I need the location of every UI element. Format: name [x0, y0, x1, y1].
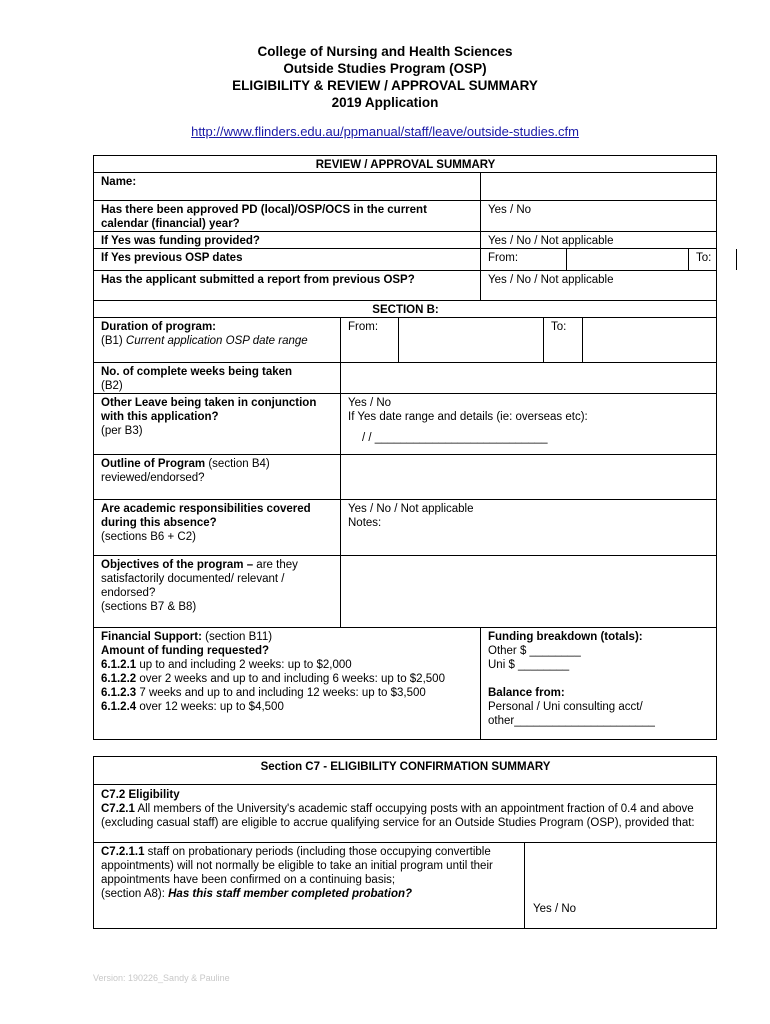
program-title: Outside Studies Program (OSP) [283, 61, 487, 76]
weeks-field[interactable] [341, 363, 717, 394]
version-footer: Version: 190226_Sandy & Pauline [93, 973, 230, 983]
section-b-heading: SECTION B: [94, 301, 717, 318]
balance-from-field[interactable]: Personal / Uni consulting acct/ other______________________ [488, 701, 655, 727]
duration-label: Duration of program: [101, 321, 216, 333]
objectives-sub: (sections B7 & B8) [101, 601, 197, 613]
duration-from-label: From: [341, 318, 399, 362]
academic-responsibilities-label: Are academic responsibilities covered during this absence? [101, 503, 311, 529]
review-summary-heading: REVIEW / APPROVAL SUMMARY [94, 156, 717, 173]
c721-paragraph: C7.2.1 All members of the University's academic staff occupying posts with an appointment fraction of 0.4 and above (excluding casual staff) are eligible to accrue qualifying service for an Outside Studies Program (OSP), provided that: [101, 803, 695, 829]
previous-osp-from-label: From: [481, 249, 567, 271]
financial-support-section: (section B11) [201, 631, 273, 643]
duration-sub-prefix: (B1) [101, 335, 126, 347]
outline-label: Outline of Program [101, 458, 206, 470]
funding-tier: 6.1.2.3 7 weeks and up to and including 12 weeks: up to $3,500 [101, 687, 426, 699]
weeks-sub-label: (B2) [101, 380, 123, 392]
academic-responsibilities-sub: (sections B6 + C2) [101, 531, 196, 543]
c72-eligibility-heading: C7.2 Eligibility [101, 789, 180, 801]
report-submitted-question: Has the applicant submitted a report from previous OSP? [94, 271, 481, 301]
name-label: Name: [94, 173, 481, 201]
uni-funds-field[interactable]: Uni $ ________ [488, 659, 570, 671]
objectives-label: Objectives of the program – [101, 559, 254, 571]
outline-label-rest: (section B4) reviewed/endorsed? [101, 458, 270, 484]
other-leave-sub-label: (per B3) [101, 425, 143, 437]
other-funds-field[interactable]: Other $ ________ [488, 645, 581, 657]
other-leave-date-line[interactable]: / / ___________________________ [362, 432, 548, 444]
other-leave-details-prompt: If Yes date range and details (ie: overseas etc): [348, 411, 588, 423]
c7211-paragraph: C7.2.1.1 staff on probationary periods (including those occupying convertible appointments) will not normally be eligible to take an initial program until their appointments have been confirmed on a continuing basis; [101, 846, 493, 886]
balance-from-label: Balance from: [488, 687, 565, 699]
weeks-label: No. of complete weeks being taken [101, 366, 293, 378]
academic-responsibilities-answer[interactable]: Yes / No / Not applicable [348, 503, 474, 515]
previous-osp-from-field[interactable] [567, 249, 689, 270]
duration-sub-label: Current application OSP date range [125, 335, 308, 347]
eligibility-confirmation-table [93, 756, 717, 929]
funding-provided-question: If Yes was funding provided? [94, 232, 481, 249]
funding-tier: 6.1.2.1 up to and including 2 weeks: up to $2,000 [101, 659, 352, 671]
financial-support-label: Financial Support: [101, 631, 202, 643]
probation-question: (section A8): Has this staff member completed probation? [101, 888, 413, 900]
funding-tier: 6.1.2.2 over 2 weeks and up to and including 6 weeks: up to $2,500 [101, 673, 445, 685]
objectives-field[interactable] [341, 556, 717, 628]
approved-pd-answer[interactable]: Yes / No [481, 201, 717, 232]
funding-breakdown-label: Funding breakdown (totals): [488, 631, 643, 643]
application-year: 2019 Application [331, 95, 439, 110]
duration-from-field[interactable] [399, 318, 544, 362]
objectives-label-rest: are they satisfactorily documented/ relevant / endorsed? [101, 559, 298, 599]
probation-answer[interactable]: Yes / No [525, 843, 717, 929]
name-field[interactable] [481, 173, 717, 201]
other-leave-label: Other Leave being taken in conjunction with this application? [101, 397, 317, 423]
previous-osp-dates-label: If Yes previous OSP dates [94, 249, 481, 271]
college-title: College of Nursing and Health Sciences [257, 44, 513, 59]
duration-to-field[interactable] [583, 318, 717, 362]
other-leave-yes-no[interactable]: Yes / No [348, 397, 392, 409]
funding-provided-answer[interactable]: Yes / No / Not applicable [481, 232, 717, 249]
document-title: ELIGIBILITY & REVIEW / APPROVAL SUMMARY [232, 78, 538, 93]
academic-notes-label: Notes: [348, 517, 382, 529]
review-approval-table [93, 155, 717, 740]
duration-to-label: To: [544, 318, 583, 362]
approved-pd-question: Has there been approved PD (local)/OSP/OCS in the current calendar (financial) year? [94, 201, 481, 232]
outline-field[interactable] [341, 455, 717, 500]
funding-tier: 6.1.2.4 over 12 weeks: up to $4,500 [101, 701, 284, 713]
previous-osp-to-label: To: [689, 249, 737, 270]
policy-link[interactable]: http://www.flinders.edu.au/ppmanual/staff/leave/outside-studies.cfm [191, 124, 579, 139]
amount-requested-label: Amount of funding requested? [101, 645, 270, 657]
report-submitted-answer[interactable]: Yes / No / Not applicable [481, 271, 717, 301]
section-c7-heading: Section C7 - ELIGIBILITY CONFIRMATION SUMMARY [94, 757, 717, 785]
